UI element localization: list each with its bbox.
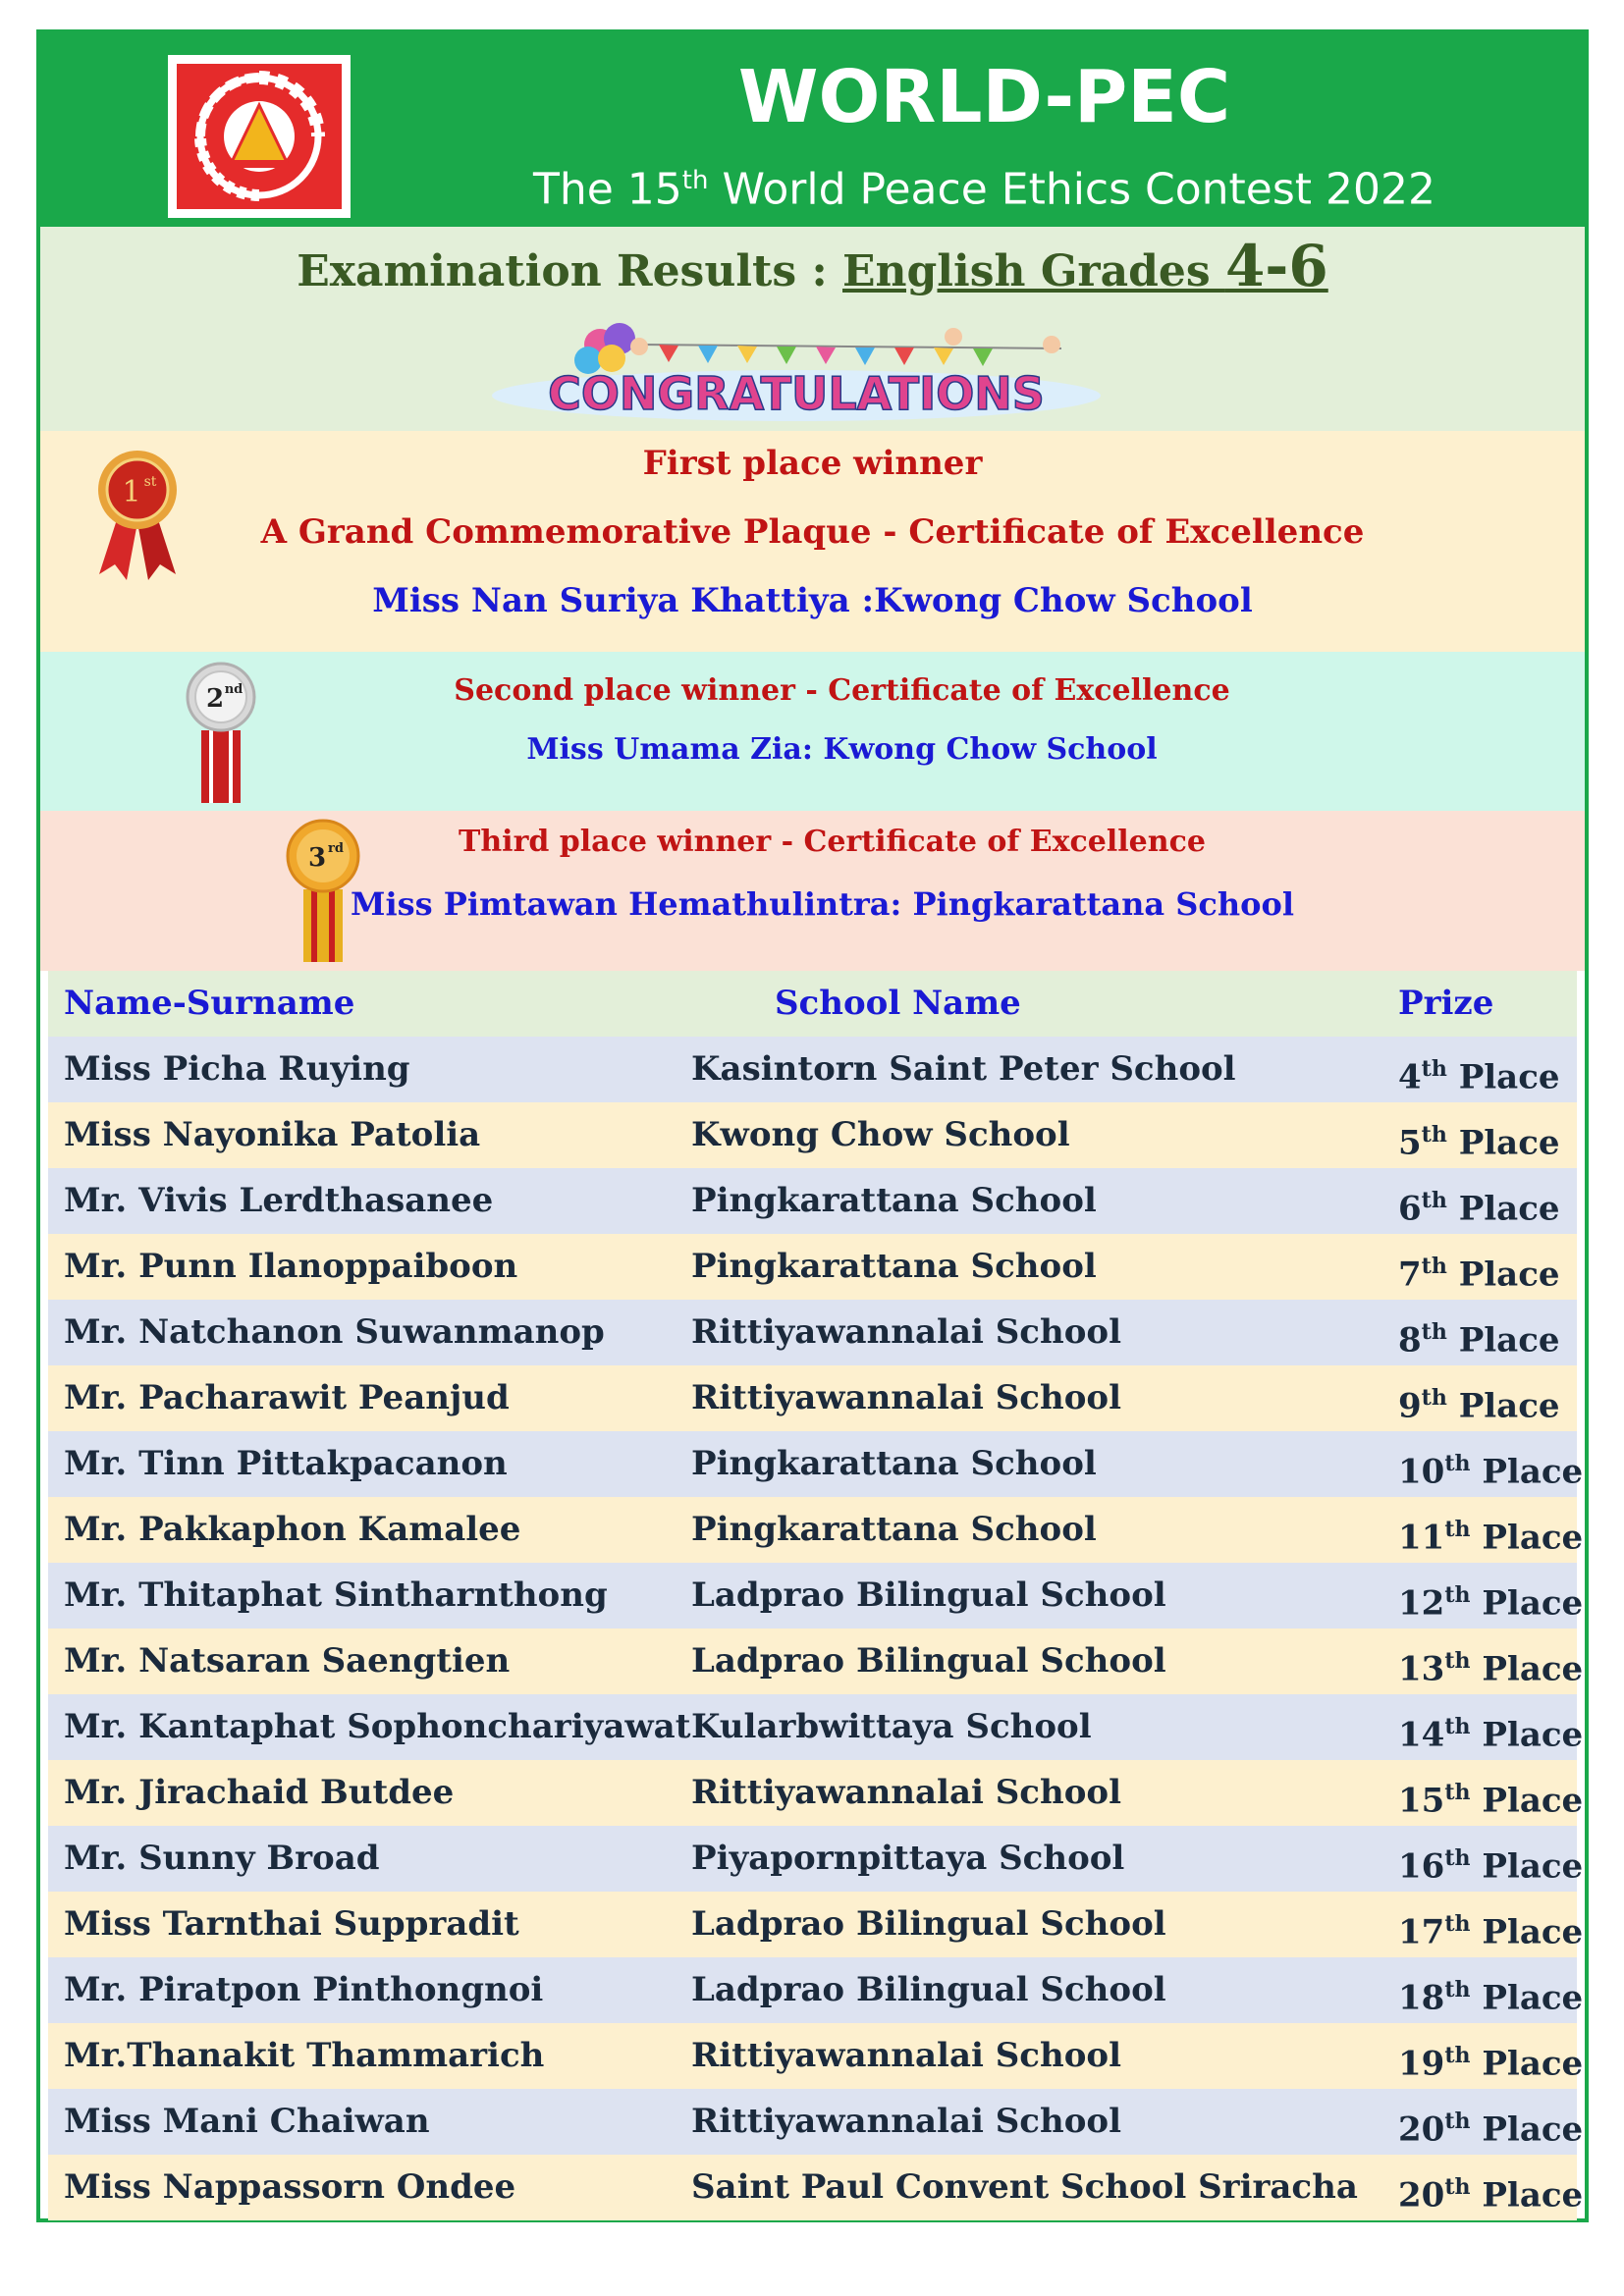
place-word: Place	[1458, 1320, 1560, 1361]
student-name: Mr.Thanakit Thammarich	[64, 2036, 545, 2075]
table-row	[48, 1168, 1577, 1234]
exam-results-title: Examination Results : English Grades 4-6	[297, 233, 1328, 299]
svg-text:2: 2	[205, 684, 225, 714]
table-row	[48, 1563, 1584, 1629]
school-name: Kasintorn Saint Peter School	[691, 1049, 1236, 1089]
student-name: Miss Nayonika Patolia	[64, 1115, 481, 1154]
school-name: Rittiyawannalai School	[691, 2036, 1121, 2075]
world-pec-logo	[168, 55, 351, 218]
student-name: Mr. Punn Ilanoppaiboon	[64, 1247, 518, 1286]
svg-text:st: st	[143, 474, 157, 490]
place-word: Place	[1482, 1452, 1584, 1492]
place-word: Place	[1482, 1715, 1584, 1755]
place-word: Place	[1482, 2044, 1584, 2084]
second-place-section	[40, 652, 1585, 811]
table-row	[48, 1431, 1584, 1497]
third-place-heading: Third place winner - Certificate of Excellence	[459, 825, 1206, 859]
logo-emblem-icon	[177, 64, 342, 209]
first-place-award: A Grand Commemorative Plaque - Certificate of Excellence	[260, 512, 1365, 552]
prize-place: 10th Place	[1398, 1451, 1584, 1492]
prize-place: 4th Place	[1398, 1056, 1560, 1097]
results-title-band	[40, 227, 1585, 431]
school-name: Rittiyawannalai School	[691, 1773, 1121, 1812]
first-place-winner: Miss Nan Suriya Khattiya :Kwong Chow School	[372, 581, 1253, 620]
prize-place: 9th Place	[1398, 1385, 1560, 1426]
prize-place: 18th Place	[1398, 1977, 1584, 2018]
svg-text:nd: nd	[224, 682, 244, 697]
school-name: Rittiyawannalai School	[691, 1312, 1121, 1352]
school-name: Rittiyawannalai School	[691, 2102, 1121, 2141]
place-word: Place	[1482, 1649, 1584, 1689]
svg-text:1: 1	[122, 475, 141, 509]
table-row	[48, 1365, 1577, 1431]
table-row	[48, 2023, 1584, 2089]
header-prize: Prize	[1398, 984, 1494, 1023]
student-name: Miss Tarnthai Suppradit	[64, 1904, 519, 1944]
table-row	[48, 2155, 1584, 2220]
place-word: Place	[1458, 1255, 1560, 1295]
table-row	[48, 1102, 1577, 1168]
svg-text:3: 3	[307, 843, 327, 873]
place-word: Place	[1458, 1057, 1560, 1097]
school-name: Saint Paul Convent School Sriracha	[691, 2167, 1358, 2207]
school-name: Kwong Chow School	[691, 1115, 1070, 1154]
student-name: Miss Nappassorn Ondee	[64, 2167, 516, 2207]
table-row	[48, 1892, 1584, 1957]
place-word: Place	[1482, 1583, 1584, 1624]
student-name: Mr. Vivis Lerdthasanee	[64, 1181, 494, 1220]
table-row	[48, 1694, 1584, 1760]
school-name: Kularbwittaya School	[691, 1707, 1092, 1746]
table-row	[48, 1826, 1584, 1892]
school-name: Pingkarattana School	[691, 1181, 1097, 1220]
table-row	[48, 1957, 1584, 2023]
header-name-surname: Name-Surname	[64, 984, 355, 1023]
school-name: Ladprao Bilingual School	[691, 1970, 1166, 2009]
school-name: Pingkarattana School	[691, 1510, 1097, 1549]
place-word: Place	[1458, 1123, 1560, 1163]
congratulations-text: CONGRATULATIONS	[548, 367, 1045, 420]
table-row	[48, 2089, 1584, 2155]
place-word: Place	[1482, 1978, 1584, 2018]
student-name: Mr. Pakkaphon Kamalee	[64, 1510, 521, 1549]
third-place-section	[40, 811, 1585, 971]
student-name: Mr. Natsaran Saengtien	[64, 1641, 511, 1681]
school-name: Pingkarattana School	[691, 1247, 1097, 1286]
table-row	[48, 1300, 1577, 1365]
prize-place: 14th Place	[1398, 1714, 1584, 1755]
place-word: Place	[1482, 1846, 1584, 1887]
table-row	[48, 1234, 1577, 1300]
school-name: Ladprao Bilingual School	[691, 1904, 1166, 1944]
place-word: Place	[1458, 1189, 1560, 1229]
prize-place: 5th Place	[1398, 1122, 1560, 1163]
student-name: Miss Mani Chaiwan	[64, 2102, 430, 2141]
prize-place: 6th Place	[1398, 1188, 1560, 1229]
prize-place: 20th Place	[1398, 2174, 1584, 2216]
student-name: Mr. Kantaphat Sophonchariyawat	[64, 1707, 691, 1746]
second-place-winner: Miss Umama Zia: Kwong Chow School	[526, 732, 1158, 767]
table-row	[48, 1629, 1584, 1694]
place-word: Place	[1482, 2175, 1584, 2216]
table-row	[48, 1037, 1577, 1102]
table-header	[48, 971, 1577, 1037]
prize-place: 11th Place	[1398, 1517, 1584, 1558]
school-name: Pingkarattana School	[691, 1444, 1097, 1483]
place-word: Place	[1482, 2109, 1584, 2150]
place-word: Place	[1482, 1781, 1584, 1821]
third-place-winner: Miss Pimtawan Hemathulintra: Pingkarattana School	[351, 885, 1294, 923]
student-name: Mr. Natchanon Suwanmanop	[64, 1312, 605, 1352]
contest-title: The 15th World Peace Ethics Contest 2022	[532, 164, 1436, 215]
prize-place: 8th Place	[1398, 1319, 1560, 1361]
prize-place: 19th Place	[1398, 2043, 1584, 2084]
header-bar	[40, 33, 1585, 227]
prize-place: 15th Place	[1398, 1780, 1584, 1821]
student-name: Mr. Tinn Pittakpacanon	[64, 1444, 508, 1483]
table-row	[48, 1760, 1584, 1826]
student-name: Mr. Sunny Broad	[64, 1839, 380, 1878]
header-school-name: School Name	[775, 984, 1021, 1023]
place-word: Place	[1458, 1386, 1560, 1426]
results-poster	[36, 29, 1589, 2222]
place-word: Place	[1482, 1518, 1584, 1558]
student-name: Mr. Piratpon Pinthongnoi	[64, 1970, 544, 2009]
brand-title: WORLD-PEC	[737, 55, 1231, 139]
place-word: Place	[1482, 1912, 1584, 1952]
school-name: Piyapornpittaya School	[691, 1839, 1125, 1878]
school-name: Ladprao Bilingual School	[691, 1575, 1166, 1615]
prize-place: 12th Place	[1398, 1582, 1584, 1624]
prize-place: 13th Place	[1398, 1648, 1584, 1689]
student-name: Mr. Pacharawit Peanjud	[64, 1378, 510, 1417]
prize-place: 16th Place	[1398, 1845, 1584, 1887]
first-place-heading: First place winner	[642, 444, 983, 483]
svg-text:rd: rd	[328, 841, 344, 856]
second-place-heading: Second place winner - Certificate of Excellence	[454, 673, 1230, 708]
school-name: Ladprao Bilingual School	[691, 1641, 1166, 1681]
prize-place: 20th Place	[1398, 2109, 1584, 2150]
first-place-section	[40, 431, 1585, 652]
school-name: Rittiyawannalai School	[691, 1378, 1121, 1417]
student-name: Mr. Jirachaid Butdee	[64, 1773, 455, 1812]
student-name: Miss Picha Ruying	[64, 1049, 410, 1089]
prize-place: 17th Place	[1398, 1911, 1584, 1952]
prize-place: 7th Place	[1398, 1254, 1560, 1295]
table-row	[48, 1497, 1584, 1563]
student-name: Mr. Thitaphat Sintharnthong	[64, 1575, 608, 1615]
congratulations-banner	[472, 315, 1101, 423]
